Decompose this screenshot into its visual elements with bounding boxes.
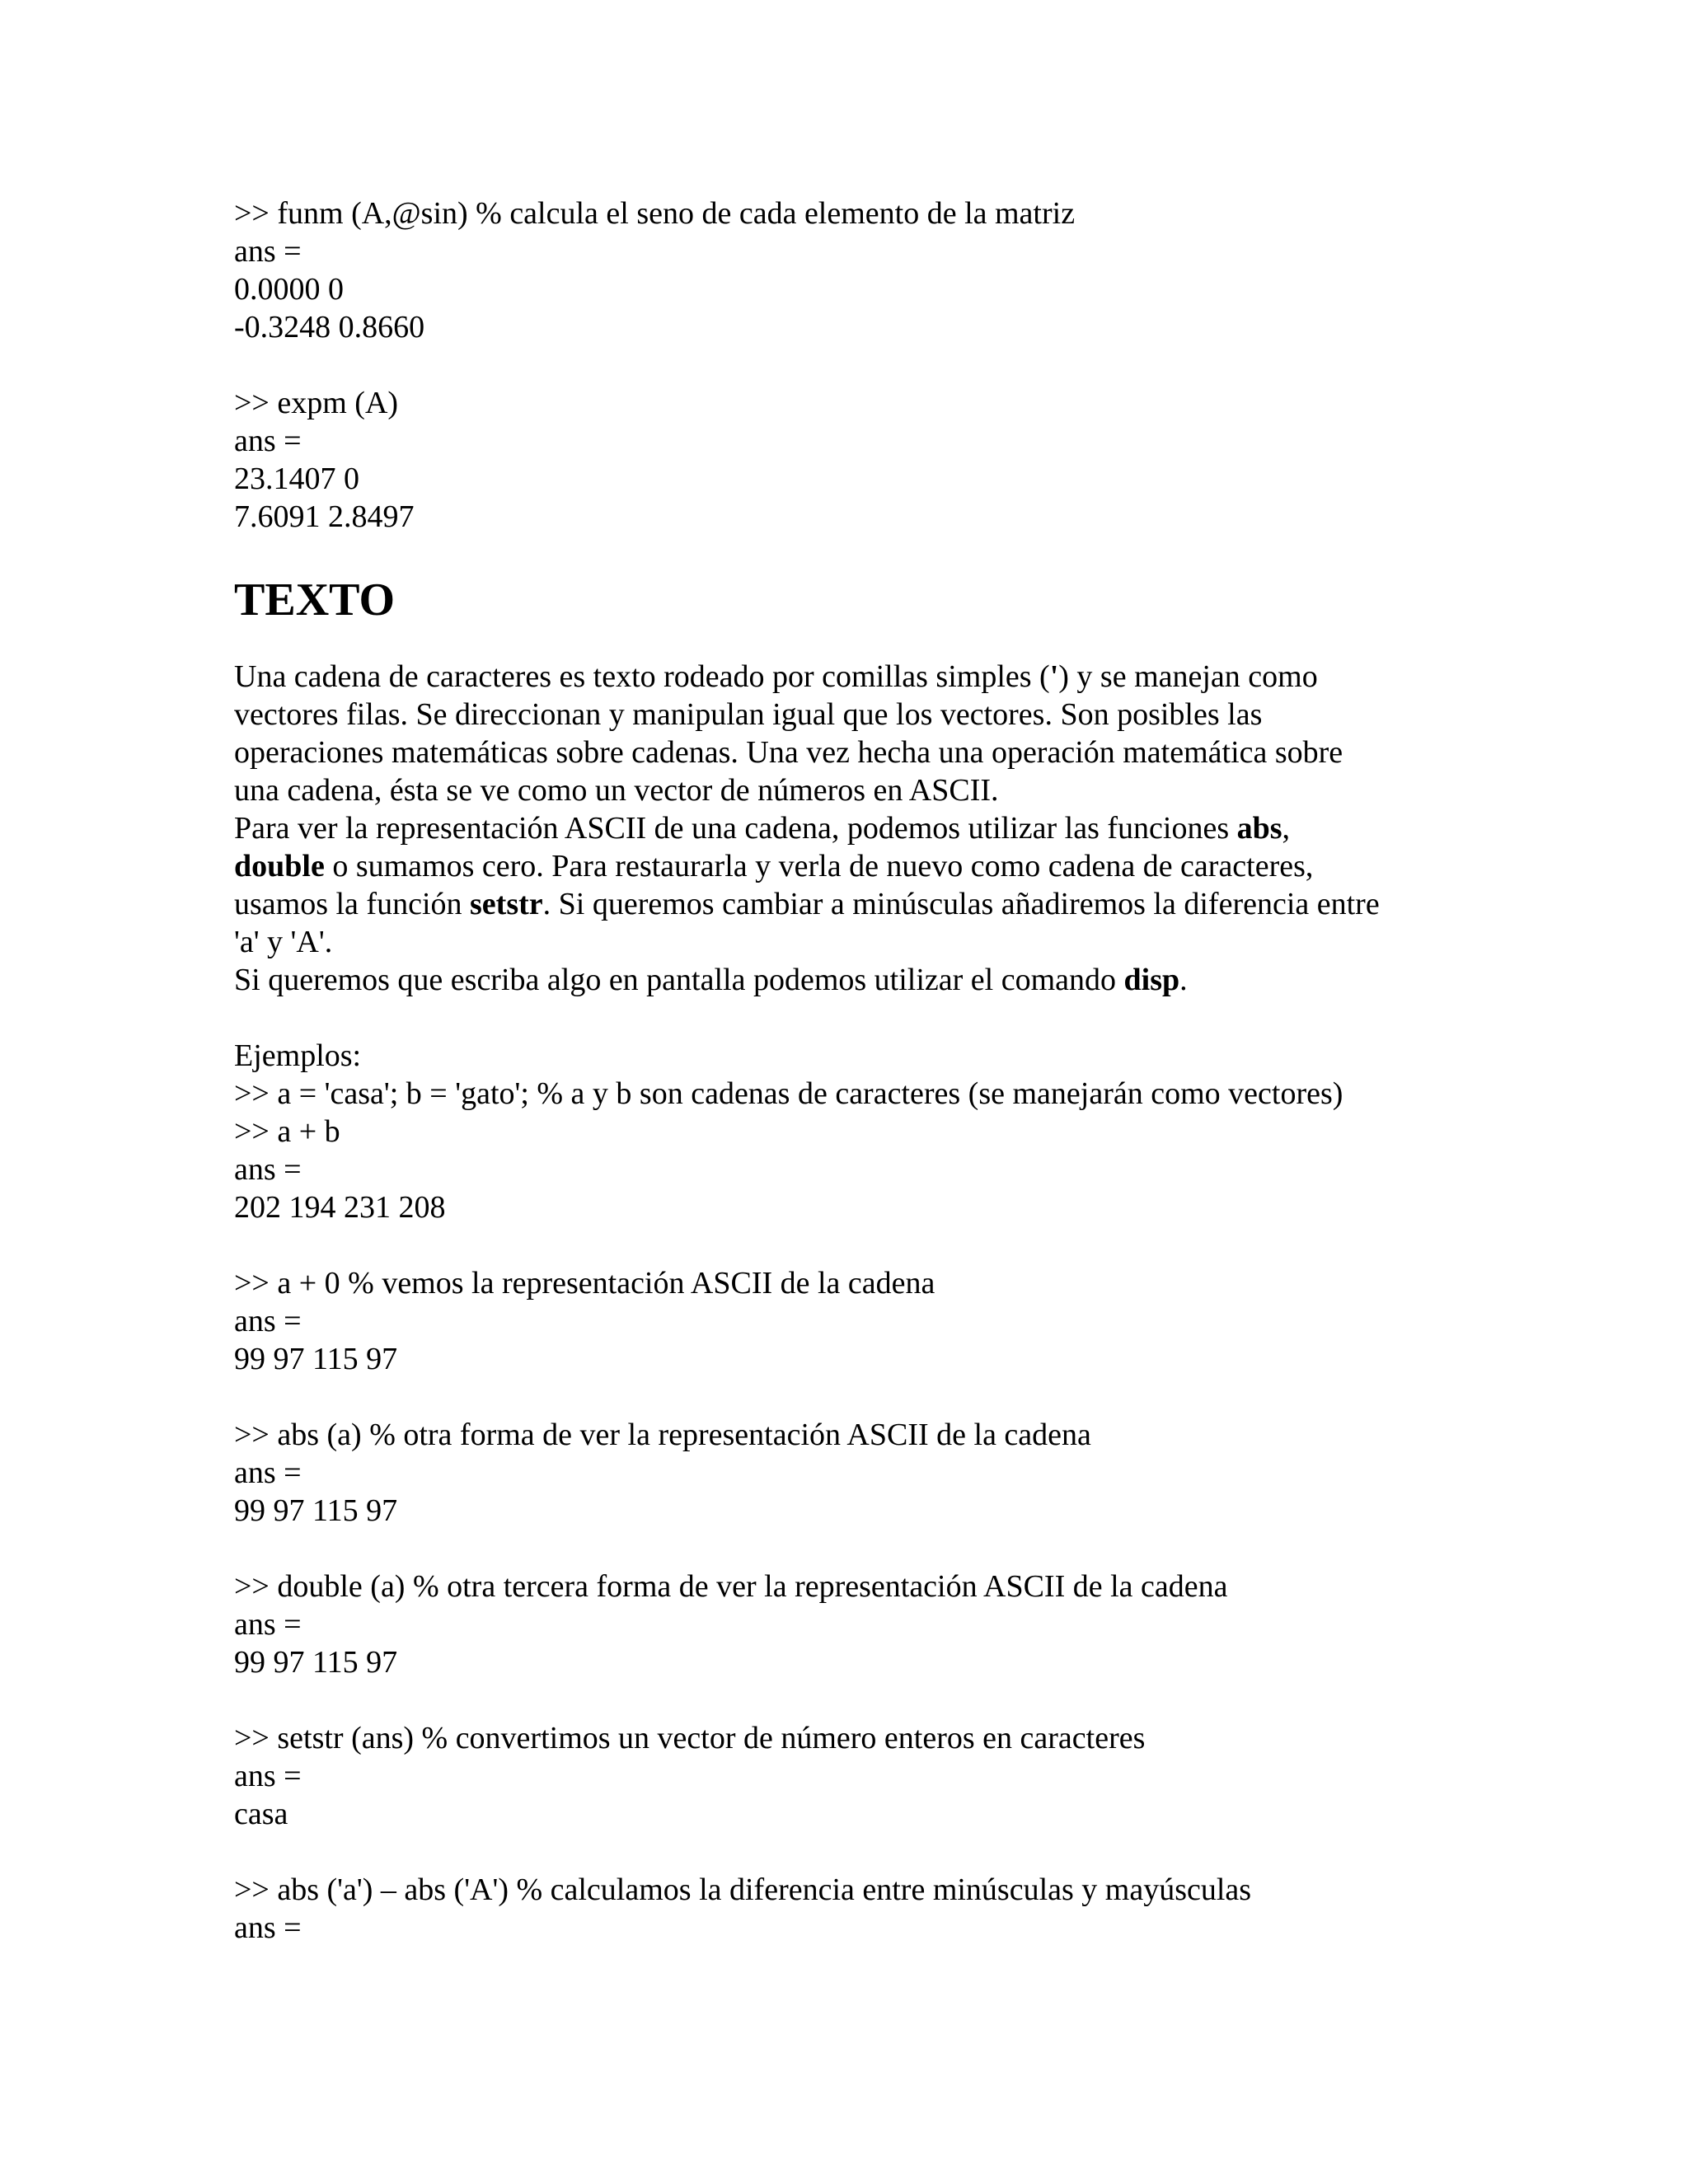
ans-label: ans = xyxy=(234,424,302,458)
output-row: 0.0000 0 xyxy=(234,272,344,307)
document-page xyxy=(234,194,1462,1947)
section-heading: TEXTO xyxy=(234,574,396,626)
spacer xyxy=(234,999,1462,1037)
ans-label: ans = xyxy=(234,234,302,269)
paragraph-line: una cadena, ésta se ve como un vector de números en ASCII. xyxy=(234,773,999,808)
paragraph-line xyxy=(234,961,1462,999)
output-row: -0.3248 0.8660 xyxy=(234,310,425,344)
paragraph-line xyxy=(234,809,1462,847)
command-line: >> a + b xyxy=(234,1114,340,1149)
paragraph-text: o sumamos cero. Para restaurarla y verla de nuevo como cadena de caracteres, xyxy=(324,849,1314,883)
paragraph-text: usamos la función xyxy=(234,887,471,921)
ans-label: ans = xyxy=(234,1455,302,1490)
ans-label: ans = xyxy=(234,1910,302,1945)
output-row: 99 97 115 97 xyxy=(234,1342,398,1376)
paragraph-text: Una cadena de caracteres es texto rodeado por comillas simples ( xyxy=(234,659,1050,694)
paragraph-ascii xyxy=(234,809,1462,961)
spacer xyxy=(234,1226,1462,1264)
spacer xyxy=(234,346,1462,384)
examples-section xyxy=(234,1037,1462,1947)
paragraph-line: 'a' y 'A'. xyxy=(234,925,333,959)
ans-label: ans = xyxy=(234,1304,302,1338)
paragraph-text: Si queremos que escriba algo en pantalla podemos utilizar el comando xyxy=(234,963,1124,997)
paragraph-text: . Si queremos cambiar a minúsculas añadiremos la diferencia entre xyxy=(542,887,1380,921)
keyword-setstr: setstr xyxy=(470,887,543,921)
paragraph-text: Para ver la representación ASCII de una cadena, podemos utilizar las funciones xyxy=(234,811,1237,846)
command-line: >> funm (A,@sin) % calcula el seno de cada elemento de la matriz xyxy=(234,196,1076,231)
output-row: 23.1407 0 xyxy=(234,462,359,496)
spacer xyxy=(234,1378,1462,1416)
code-block-expm xyxy=(234,384,1462,536)
paragraph-disp xyxy=(234,961,1462,999)
keyword-disp: disp xyxy=(1123,963,1180,997)
ans-label: ans = xyxy=(234,1152,302,1187)
spacer xyxy=(234,1681,1462,1719)
code-block-setstr xyxy=(234,1719,1462,1833)
examples-label: Ejemplos: xyxy=(234,1038,362,1073)
command-line: >> double (a) % otra tercera forma de ver la representación ASCII de la cadena xyxy=(234,1569,1228,1604)
output-row: casa xyxy=(234,1797,288,1831)
output-row: 99 97 115 97 xyxy=(234,1645,398,1680)
paragraph-line xyxy=(234,885,1462,923)
code-block-double xyxy=(234,1568,1462,1681)
output-row: 99 97 115 97 xyxy=(234,1493,398,1528)
paragraph-intro xyxy=(234,658,1462,809)
keyword-abs: abs xyxy=(1236,811,1282,846)
paragraph-line: vectores filas. Se direccionan y manipulan igual que los vectores. Son posibles las xyxy=(234,697,1263,732)
code-block-add-zero xyxy=(234,1264,1462,1378)
command-line: >> abs ('a') – abs ('A') % calculamos la diferencia entre minúsculas y mayúsculas xyxy=(234,1872,1252,1907)
ans-label: ans = xyxy=(234,1607,302,1642)
code-block-abs xyxy=(234,1416,1462,1530)
paragraph-line xyxy=(234,847,1462,885)
code-block-add xyxy=(234,1075,1462,1226)
code-block-funm xyxy=(234,194,1462,346)
ans-label: ans = xyxy=(234,1759,302,1793)
keyword-double: double xyxy=(234,849,325,883)
paragraph-text: ) y se manejan como xyxy=(1058,659,1318,694)
paragraph-line xyxy=(234,658,1462,696)
quote-char-bold: ' xyxy=(1049,659,1059,694)
spacer xyxy=(234,1833,1462,1871)
command-line: >> a = 'casa'; b = 'gato'; % a y b son cadenas de caracteres (se manejarán como vectores) xyxy=(234,1076,1343,1111)
paragraph-line: operaciones matemáticas sobre cadenas. Una vez hecha una operación matemática sobre xyxy=(234,735,1343,770)
command-line: >> abs (a) % otra forma de ver la representación ASCII de la cadena xyxy=(234,1418,1091,1452)
paragraph-text: , xyxy=(1282,811,1291,846)
code-block-case-diff xyxy=(234,1871,1462,1947)
command-line: >> expm (A) xyxy=(234,386,399,420)
output-row: 7.6091 2.8497 xyxy=(234,499,415,534)
paragraph-text: . xyxy=(1179,963,1188,997)
command-line: >> a + 0 % vemos la representación ASCII de la cadena xyxy=(234,1266,935,1301)
output-row: 202 194 231 208 xyxy=(234,1190,446,1225)
command-line: >> setstr (ans) % convertimos un vector de número enteros en caracteres xyxy=(234,1721,1146,1755)
spacer xyxy=(234,1530,1462,1568)
